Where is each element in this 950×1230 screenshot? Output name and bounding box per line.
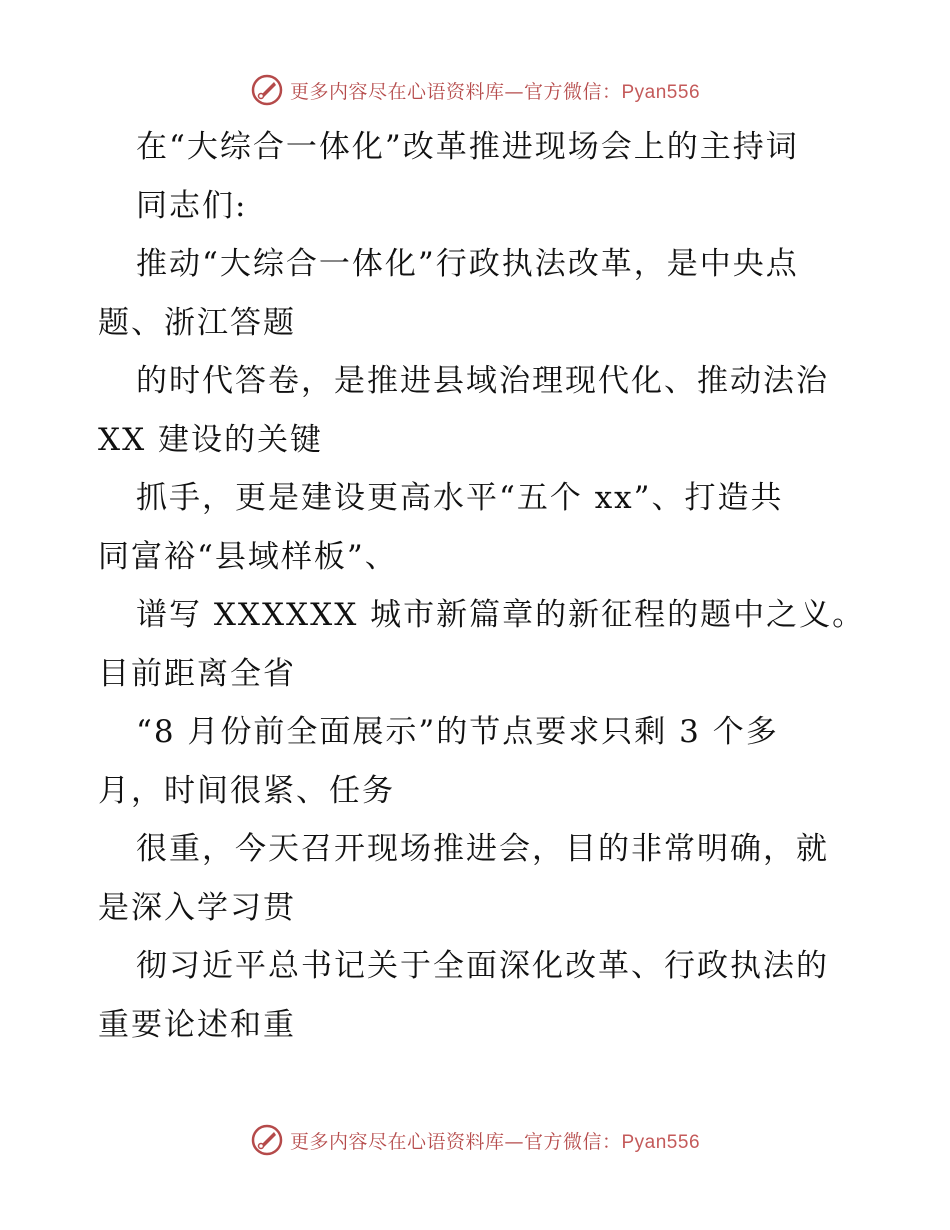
document-line: 谱写 XXXXXX 城市新篇章的新征程的题中之义。 bbox=[136, 597, 866, 633]
document-line: 抓手，更是建设更高水平“五个 xx”、打造共 bbox=[136, 480, 784, 516]
document-line: 彻习近平总书记关于全面深化改革、行政执法的 bbox=[136, 948, 829, 984]
document-line: 的时代答卷，是推进县域治理现代化、推动法治 bbox=[136, 363, 829, 399]
document-line: 很重，今天召开现场推进会，目的非常明确，就 bbox=[136, 831, 829, 867]
document-title: 在“大综合一体化”改革推进现场会上的主持词 bbox=[136, 129, 799, 165]
quill-logo-icon bbox=[250, 73, 284, 107]
document-line: 同志们: bbox=[136, 187, 248, 224]
document-line: 目前距离全省 bbox=[98, 655, 296, 692]
document-body bbox=[98, 118, 866, 1054]
banner-separator: — bbox=[504, 1130, 524, 1153]
document-line: 推动“大综合一体化”行政执法改革，是中央点 bbox=[136, 246, 799, 282]
header-banner bbox=[0, 70, 950, 110]
banner-official-label: 官方微信： bbox=[523, 80, 622, 103]
document-line: “8 月份前全面展示”的节点要求只剩 3 个多 bbox=[136, 714, 779, 750]
banner-text bbox=[290, 1127, 700, 1154]
banner-site-text: 更多内容尽在心语资料库 bbox=[289, 80, 505, 103]
document-line: 题、浙江答题 bbox=[98, 304, 296, 341]
document-line: 月，时间很紧、任务 bbox=[98, 772, 395, 809]
banner-handle: Pyan556 bbox=[621, 81, 701, 103]
banner-text bbox=[290, 77, 700, 104]
document-line: 同富裕“县域样板”、 bbox=[98, 538, 398, 575]
banner-handle: Pyan556 bbox=[621, 1131, 701, 1153]
document-line: 重要论述和重 bbox=[98, 1006, 296, 1043]
quill-logo-icon bbox=[250, 1123, 284, 1157]
document-line: XX 建设的关键 bbox=[98, 421, 323, 458]
document-line: 是深入学习贯 bbox=[98, 889, 296, 926]
banner-official-label: 官方微信： bbox=[523, 1130, 622, 1153]
footer-banner bbox=[0, 1120, 950, 1160]
banner-separator: — bbox=[504, 80, 524, 103]
banner-site-text: 更多内容尽在心语资料库 bbox=[289, 1130, 505, 1153]
